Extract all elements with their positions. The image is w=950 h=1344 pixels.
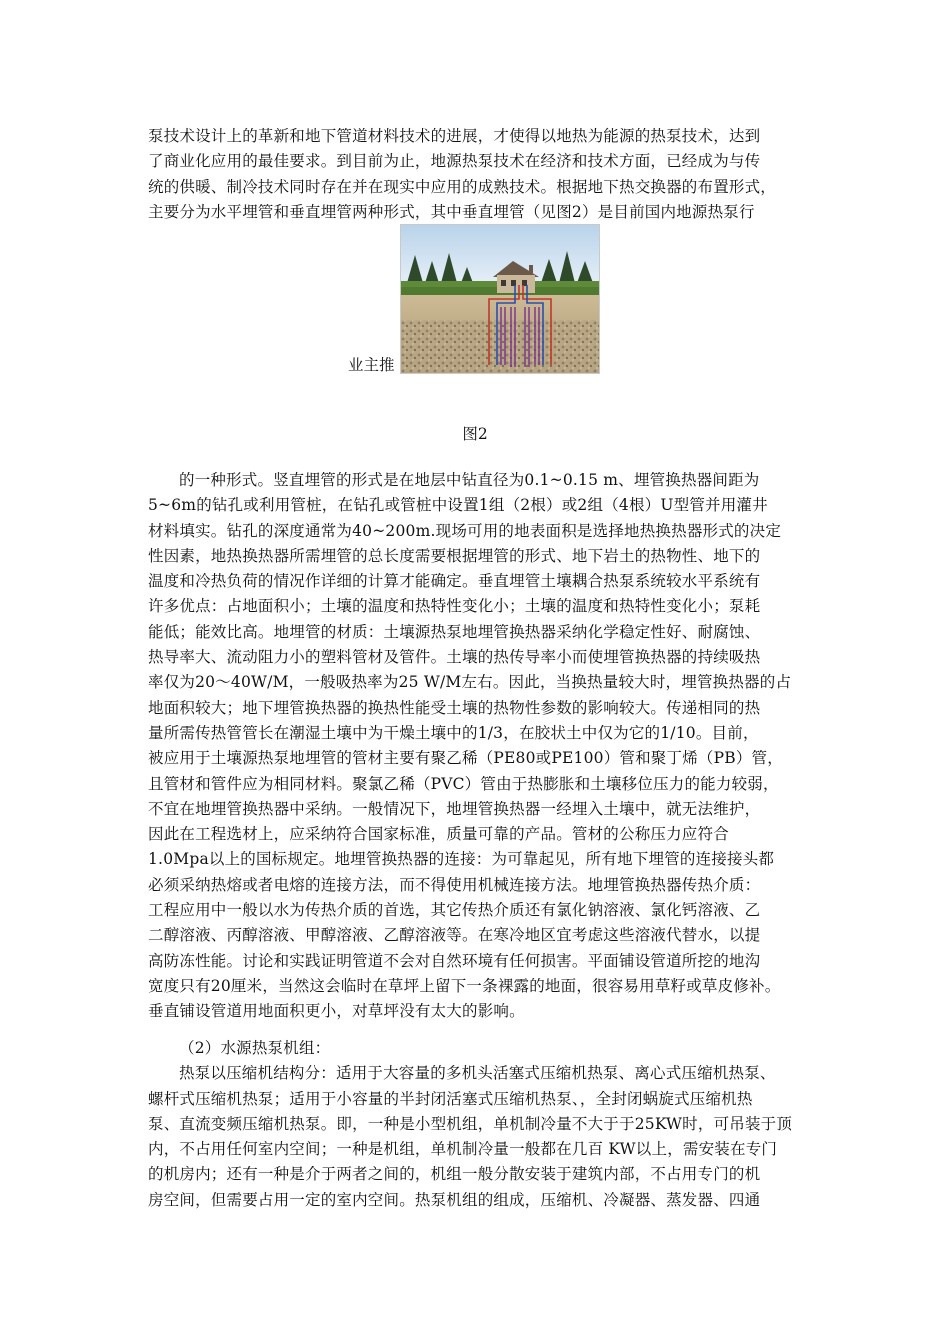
text-line: 且管材和管件应为相同材料。聚氯乙稀（PVC）管由于热膨胀和土壤移位压力的能力较弱，	[148, 774, 779, 793]
text-line: 的一种形式。竖直埋管的形式是在地层中钻直径为0.1~0.15 m、埋管换热器间距为	[179, 471, 760, 489]
paragraph-continuation	[148, 124, 828, 225]
geothermal-illustration-drawing	[401, 225, 600, 374]
text-line: 地面积较大；地下埋管换热器的换热性能受土壤的热物性参数的影响较大。传递相同的热	[148, 698, 761, 717]
text-line: 率仅为20～40W/M，一般吸热率为25 W/M左右。因此，当换热量较大时，埋管换热器的占	[148, 673, 792, 692]
text-line: 主要分为水平埋管和垂直埋管两种形式，其中垂直埋管（见图2）是目前国内地源热泵行	[148, 202, 755, 221]
text-line: 内，不占用任何室内空间；一种是机组，单机制冷量一般都在几百 KW以上，需安装在专门	[148, 1140, 778, 1159]
text-line: 温度和冷热负荷的情况作详细的计算才能确定。垂直埋管土壤耦合热泵系统较水平系统有	[148, 572, 761, 591]
text-line: 了商业化应用的最佳要求。到目前为止，地源热泵技术在经济和技术方面，已经成为与传	[148, 152, 761, 171]
text-line: 垂直铺设管道用地面积更小，对草坪没有太大的影响。	[148, 1002, 525, 1021]
figure-inline-text: 业主推	[348, 356, 395, 374]
text-line: 许多优点：占地面积小；土壤的温度和热特性变化小；土壤的温度和热特性变化小；泵耗	[148, 597, 761, 616]
text-line: 泵技术设计上的革新和地下管道材料技术的进展，才使得以地热为能源的热泵技术，达到	[148, 127, 761, 145]
paragraph-water-source-heat-pump	[148, 1036, 828, 1213]
text-line: 被应用于土壤源热泵地埋管的管材主要有聚乙稀（PE80或PE100）管和聚丁烯（PB）管，	[148, 749, 783, 768]
text-line: 5~6m的钻孔或利用管桩，在钻孔或管桩中设置1组（2根）或2组（4根）U型管并用灌井	[148, 496, 768, 515]
text-line: 二醇溶液、丙醇溶液、甲醇溶液、乙醇溶液等。在寒冷地区宜考虑这些溶液代替水，以提	[148, 926, 761, 945]
text-line: 螺杆式压缩机热泵；适用于小容量的半封闭活塞式压缩机热泵、，全封闭蜗旋式压缩机热	[148, 1089, 753, 1108]
geothermal-illustration	[400, 224, 600, 374]
paragraph-vertical-pipe	[148, 468, 828, 1025]
text-line: 1.0Mpa以上的国标规定。地埋管换热器的连接：为可靠起见，所有地下埋管的连接接头都	[148, 850, 775, 869]
text-line: 泵、直流变频压缩机热泵。即，一种是小型机组，单机制冷量不大于于25KW时，可吊装于顶	[148, 1114, 793, 1133]
text-line: 不宜在地埋管换热器中采纳。一般情况下，地埋管换热器一经埋入土壤中，就无法维护，	[148, 799, 761, 818]
text-line: 统的供暖、制冷技术同时存在并在现实中应用的成熟技术。根据地下热交换器的布置形式，	[148, 177, 777, 196]
text-line: 能低；能效比高。地埋管的材质：土壤源热泵地埋管换热器采纳化学稳定性好、耐腐蚀、	[148, 622, 761, 641]
text-line: 必须采纳热熔或者电熔的连接方法，而不得使用机械连接方法。地埋管换热器传热介质：	[148, 875, 761, 894]
text-line: 工程应用中一般以水为传热介质的首选，其它传热介质还有氯化钠溶液、氯化钙溶液、乙	[148, 901, 761, 920]
text-line: 量所需传热管管长在潮湿土壤中为干燥土壤中的1/3，在胶状土中仅为它的1/10。目前，	[148, 723, 759, 742]
text-line: 房空间，但需要占用一定的室内空间。热泵机组的组成，压缩机、冷凝器、蒸发器、四通	[148, 1190, 761, 1209]
text-line: 因此在工程选材上，应采纳符合国家标准，质量可靠的产品。管材的公称压力应符合	[148, 825, 729, 844]
text-line: 宽度只有20厘米，当然这会临时在草坪上留下一条裸露的地面，很容易用草籽或草皮修补。	[148, 976, 781, 995]
text-line: 高防冻性能。讨论和实践证明管道不会对自然环境有任何损害。平面铺设管道所挖的地沟	[148, 951, 761, 970]
text-line: 性因素，地热换热器所需埋管的总长度需要根据埋管的形式、地下岩土的热物性、地下的	[148, 546, 761, 565]
text-line: 热导率大、流动阻力小的塑料管材及管件。土壤的热传导率小而使埋管换热器的持续吸热	[148, 648, 761, 667]
text-line: 材料填实。钻孔的深度通常为40~200m.现场可用的地表面积是选择地热换热器形式的决定	[148, 521, 782, 540]
text-line: 热泵以压缩机结构分：适用于大容量的多机头活塞式压缩机热泵、离心式压缩机热泵、	[179, 1064, 776, 1083]
text-line: 的机房内；还有一种是介于两者之间的，机组一般分散安装于建筑内部，不占用专门的机	[148, 1165, 761, 1184]
section-heading: （2）水源热泵机组：	[179, 1039, 331, 1057]
figure-caption: 图2	[462, 425, 488, 443]
